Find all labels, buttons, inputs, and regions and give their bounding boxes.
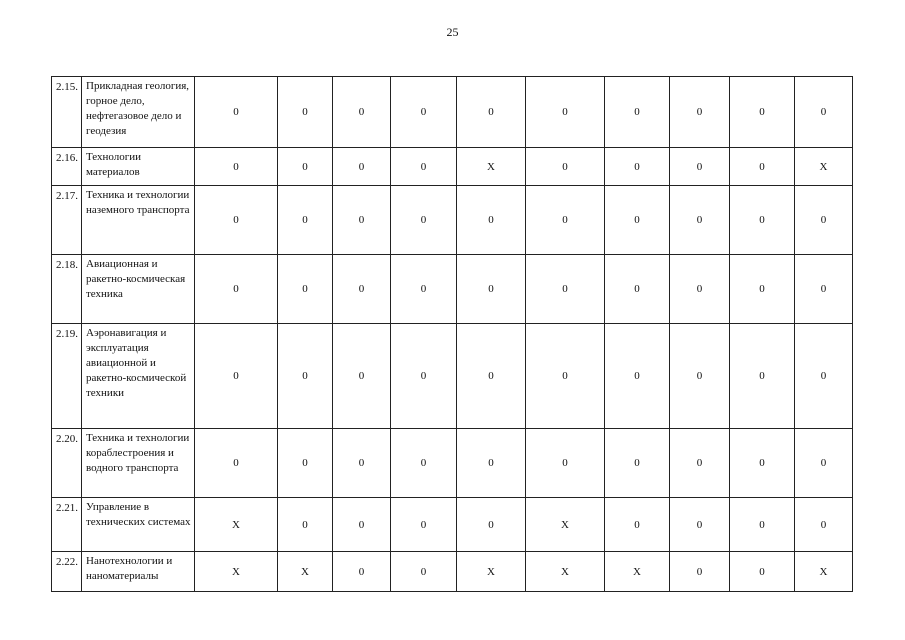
- value-cell: 0: [278, 148, 333, 186]
- row-number: 2.19.: [52, 324, 82, 429]
- page-number: 25: [446, 25, 459, 39]
- value-cell: 0: [730, 77, 795, 148]
- value-cell: 0: [391, 255, 457, 324]
- value-cell: 0: [195, 148, 278, 186]
- value-cell: 0: [526, 186, 605, 255]
- value-cell: 0: [730, 429, 795, 498]
- value-cell: 0: [730, 186, 795, 255]
- value-cell: 0: [526, 148, 605, 186]
- value-cell: X: [457, 552, 526, 592]
- value-cell: 0: [795, 324, 853, 429]
- value-cell: 0: [457, 324, 526, 429]
- value-cell: 0: [457, 77, 526, 148]
- value-cell: 0: [278, 255, 333, 324]
- specialty-name: Нанотехнологии и наноматериалы: [82, 552, 195, 592]
- value-cell: 0: [526, 77, 605, 148]
- value-cell: 0: [391, 552, 457, 592]
- table-body: [52, 77, 853, 592]
- table-row: [52, 324, 853, 429]
- value-cell: 0: [605, 324, 670, 429]
- value-cell: 0: [391, 77, 457, 148]
- row-number: 2.17.: [52, 186, 82, 255]
- value-cell: 0: [278, 498, 333, 552]
- value-cell: X: [795, 148, 853, 186]
- value-cell: 0: [670, 429, 730, 498]
- specialties-table: [51, 76, 853, 592]
- value-cell: 0: [670, 255, 730, 324]
- value-cell: 0: [670, 186, 730, 255]
- row-number: 2.22.: [52, 552, 82, 592]
- value-cell: 0: [333, 552, 391, 592]
- value-cell: 0: [730, 498, 795, 552]
- value-cell: 0: [730, 255, 795, 324]
- specialty-name: Техника и технологии наземного транспорта: [82, 186, 195, 255]
- value-cell: 0: [457, 186, 526, 255]
- specialty-name: Техника и технологии кораблестроения и водного транспорта: [82, 429, 195, 498]
- value-cell: X: [457, 148, 526, 186]
- row-number: 2.18.: [52, 255, 82, 324]
- value-cell: 0: [605, 498, 670, 552]
- specialty-name: Авиационная и ракетно-космическая техника: [82, 255, 195, 324]
- table-row: [52, 255, 853, 324]
- value-cell: 0: [795, 186, 853, 255]
- table-row: [52, 77, 853, 148]
- value-cell: 0: [195, 186, 278, 255]
- specialty-name: Аэронавигация и эксплуатация авиационной и ракетно-космической техники: [82, 324, 195, 429]
- value-cell: X: [526, 498, 605, 552]
- table-row: [52, 148, 853, 186]
- value-cell: X: [278, 552, 333, 592]
- value-cell: 0: [605, 429, 670, 498]
- value-cell: 0: [605, 186, 670, 255]
- value-cell: 0: [195, 324, 278, 429]
- row-number: 2.20.: [52, 429, 82, 498]
- value-cell: 0: [278, 186, 333, 255]
- table-row: [52, 498, 853, 552]
- value-cell: 0: [457, 429, 526, 498]
- value-cell: X: [195, 552, 278, 592]
- specialty-name: Технологии материалов: [82, 148, 195, 186]
- value-cell: X: [605, 552, 670, 592]
- value-cell: 0: [195, 429, 278, 498]
- value-cell: 0: [605, 255, 670, 324]
- value-cell: 0: [333, 429, 391, 498]
- value-cell: 0: [670, 77, 730, 148]
- value-cell: 0: [195, 77, 278, 148]
- value-cell: 0: [333, 148, 391, 186]
- value-cell: 0: [457, 255, 526, 324]
- value-cell: 0: [526, 255, 605, 324]
- value-cell: 0: [391, 429, 457, 498]
- value-cell: 0: [457, 498, 526, 552]
- value-cell: 0: [730, 552, 795, 592]
- value-cell: 0: [670, 552, 730, 592]
- specialty-name: Прикладная геология, горное дело, нефтегазовое дело и геодезия: [82, 77, 195, 148]
- value-cell: 0: [670, 324, 730, 429]
- value-cell: 0: [526, 429, 605, 498]
- value-cell: 0: [333, 186, 391, 255]
- value-cell: 0: [795, 255, 853, 324]
- value-cell: 0: [391, 148, 457, 186]
- value-cell: 0: [333, 77, 391, 148]
- value-cell: 0: [795, 429, 853, 498]
- value-cell: 0: [333, 255, 391, 324]
- value-cell: 0: [391, 186, 457, 255]
- row-number: 2.15.: [52, 77, 82, 148]
- value-cell: 0: [195, 255, 278, 324]
- table-row: [52, 552, 853, 592]
- row-number: 2.21.: [52, 498, 82, 552]
- value-cell: 0: [670, 148, 730, 186]
- value-cell: 0: [391, 324, 457, 429]
- table-row: [52, 186, 853, 255]
- value-cell: 0: [730, 148, 795, 186]
- value-cell: 0: [333, 498, 391, 552]
- value-cell: X: [195, 498, 278, 552]
- value-cell: 0: [278, 77, 333, 148]
- value-cell: X: [526, 552, 605, 592]
- value-cell: 0: [526, 324, 605, 429]
- value-cell: 0: [278, 429, 333, 498]
- specialty-name: Управление в технических системах: [82, 498, 195, 552]
- value-cell: 0: [795, 77, 853, 148]
- value-cell: 0: [278, 324, 333, 429]
- row-number: 2.16.: [52, 148, 82, 186]
- value-cell: 0: [391, 498, 457, 552]
- value-cell: 0: [333, 324, 391, 429]
- value-cell: 0: [730, 324, 795, 429]
- value-cell: X: [795, 552, 853, 592]
- value-cell: 0: [605, 77, 670, 148]
- value-cell: 0: [670, 498, 730, 552]
- value-cell: 0: [795, 498, 853, 552]
- table-row: [52, 429, 853, 498]
- value-cell: 0: [605, 148, 670, 186]
